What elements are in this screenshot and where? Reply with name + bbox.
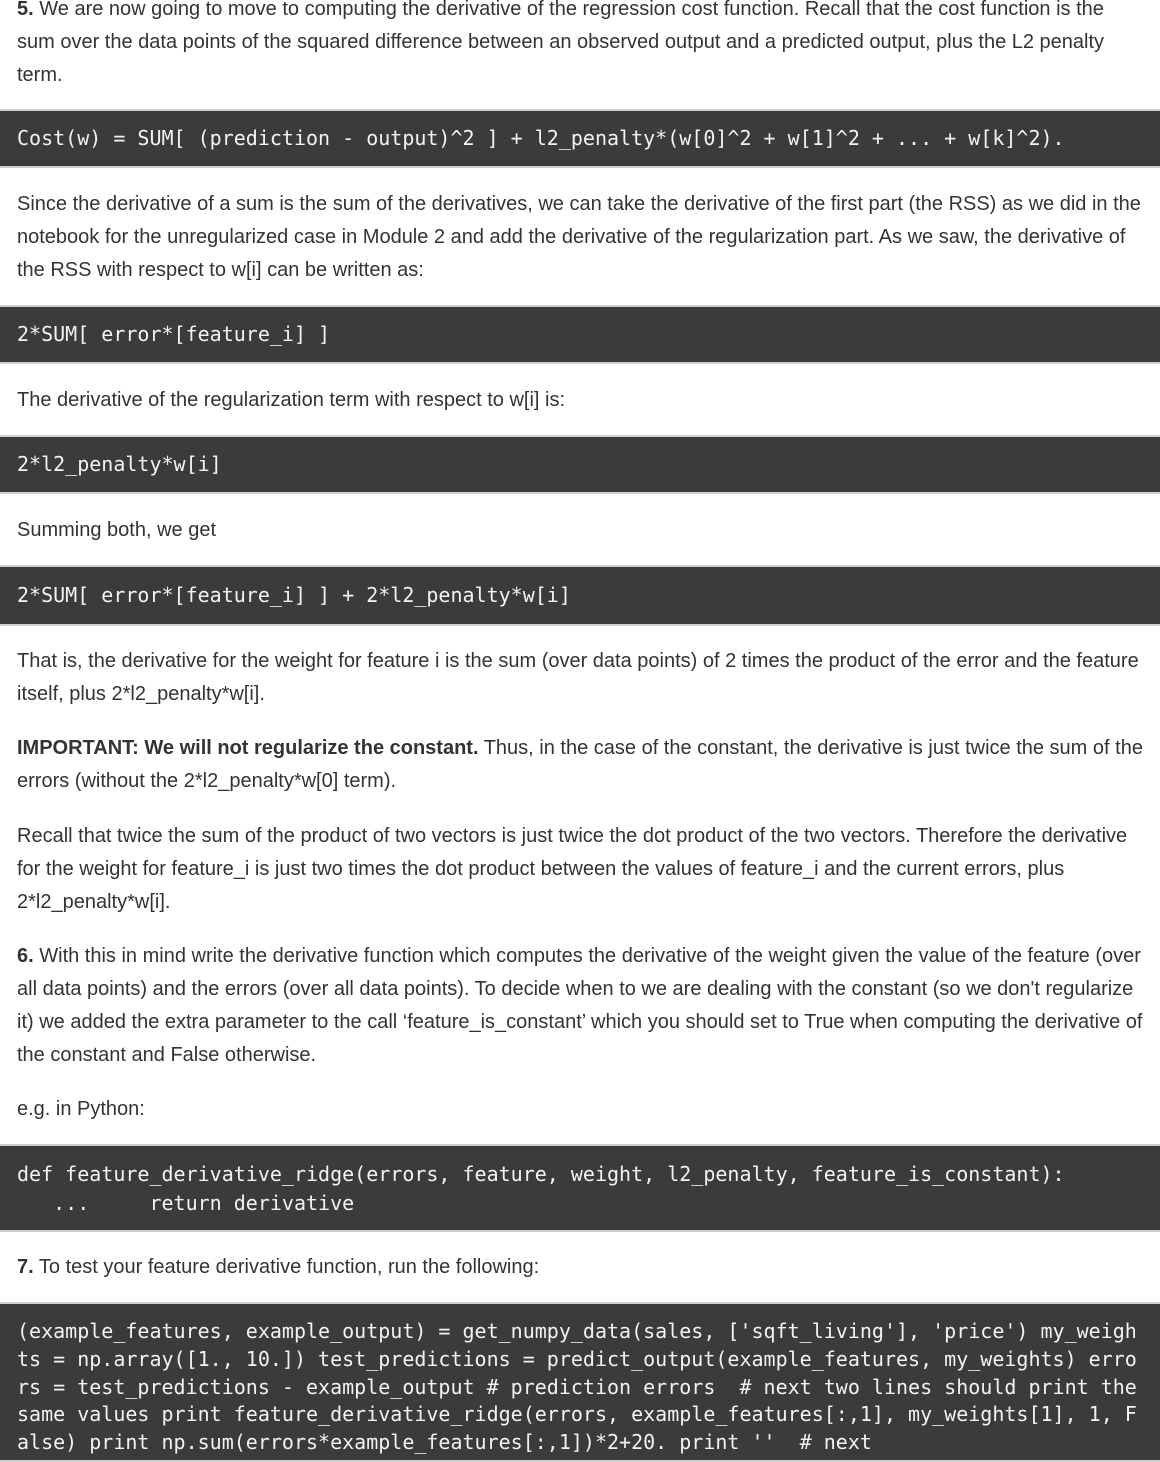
paragraph-that-is: That is, the derivative for the weight for feature i is the sum (over data points) of 2 times the product of the error and the feature itself, plus 2*l2_penalty*w[i]. [17, 650, 1139, 705]
code-block-test: (example_features, example_output) = get_numpy_data(sales, ['sqft_living'], 'price') my_weights = np.array([1., 10.]) test_predictions = predict_output(example_features, my_weights) errors = test_predictions - example_output # prediction errors # next two lines should print the same values print feature_derivative_ridge(errors, example_features[:,1], my_weights[1], 1, False) print np.sum(errors*example_features[:,1])*2+20. print '' # next [0, 1302, 1160, 1462]
step-7-paragraph [17, 1251, 1143, 1284]
step-7-text: To test your feature derivative function, run the following: [33, 1256, 540, 1278]
code-block-rss: 2*SUM[ error*[feature_i] ] [0, 305, 1160, 364]
code-block-cost: Cost(w) = SUM[ (prediction - output)^2 ] + l2_penalty*(w[0]^2 + w[1]^2 + ... + w[k]^2). [0, 109, 1160, 168]
step-6-text: With this in mind write the derivative function which computes the derivative of the weight given the value of the feature (over all data points) and the errors (over all data points). To decide when to we are dealing with the constant (so we don't regularize it) we added the extra parameter to the call ‘feature_is_constant’ which you should set to True when computing the derivative of the constant and False otherwise. [17, 945, 1143, 1066]
code-block-total: 2*SUM[ error*[feature_i] ] + 2*l2_penalty*w[i] [0, 565, 1160, 626]
paragraph-sum-derivative: Since the derivative of a sum is the sum of the derivatives, we can take the derivative of the first part (the RSS) as we did in the notebook for the unregularized case in Module 2 and add the derivative of the regularization part. As we saw, the derivative of the RSS with respect to w[i] can be written as: [17, 193, 1141, 281]
code-block-reg: 2*l2_penalty*w[i] [0, 435, 1160, 494]
important-text: Thus, in the case of the constant, the derivative is just twice the sum of the errors (without the 2*l2_penalty*w[0] term). [17, 737, 1143, 792]
step-5-number: 5. [17, 0, 34, 20]
paragraph-dot-product: Recall that twice the sum of the product of two vectors is just twice the dot product of the two vectors. Therefore the derivative for the weight for feature_i is just two times the dot product between the values of feature_i and the current errors, plus 2*l2_penalty*w[i]. [17, 825, 1128, 913]
paragraph-reg-term: The derivative of the regularization term with respect to w[i] is: [17, 389, 566, 411]
step-7-number: 7. [17, 1256, 34, 1278]
paragraph-eg: e.g. in Python: [17, 1098, 145, 1120]
important-bold: IMPORTANT: We will not regularize the constant. [17, 737, 479, 759]
step-6-paragraph [17, 940, 1143, 1072]
step-5-paragraph [17, 0, 1143, 92]
step-5-text: We are now going to move to computing the derivative of the regression cost function. Recall that the cost function is the sum over the data points of the squared difference between an observed output and a predicted output, plus the L2 penalty term. [17, 0, 1105, 86]
code-block-def: def feature_derivative_ridge(errors, feature, weight, l2_penalty, feature_is_constant): ... return derivative [0, 1144, 1160, 1232]
paragraph-summing: Summing both, we get [17, 519, 216, 541]
step-6-number: 6. [17, 945, 34, 967]
paragraph-important [17, 732, 1143, 798]
